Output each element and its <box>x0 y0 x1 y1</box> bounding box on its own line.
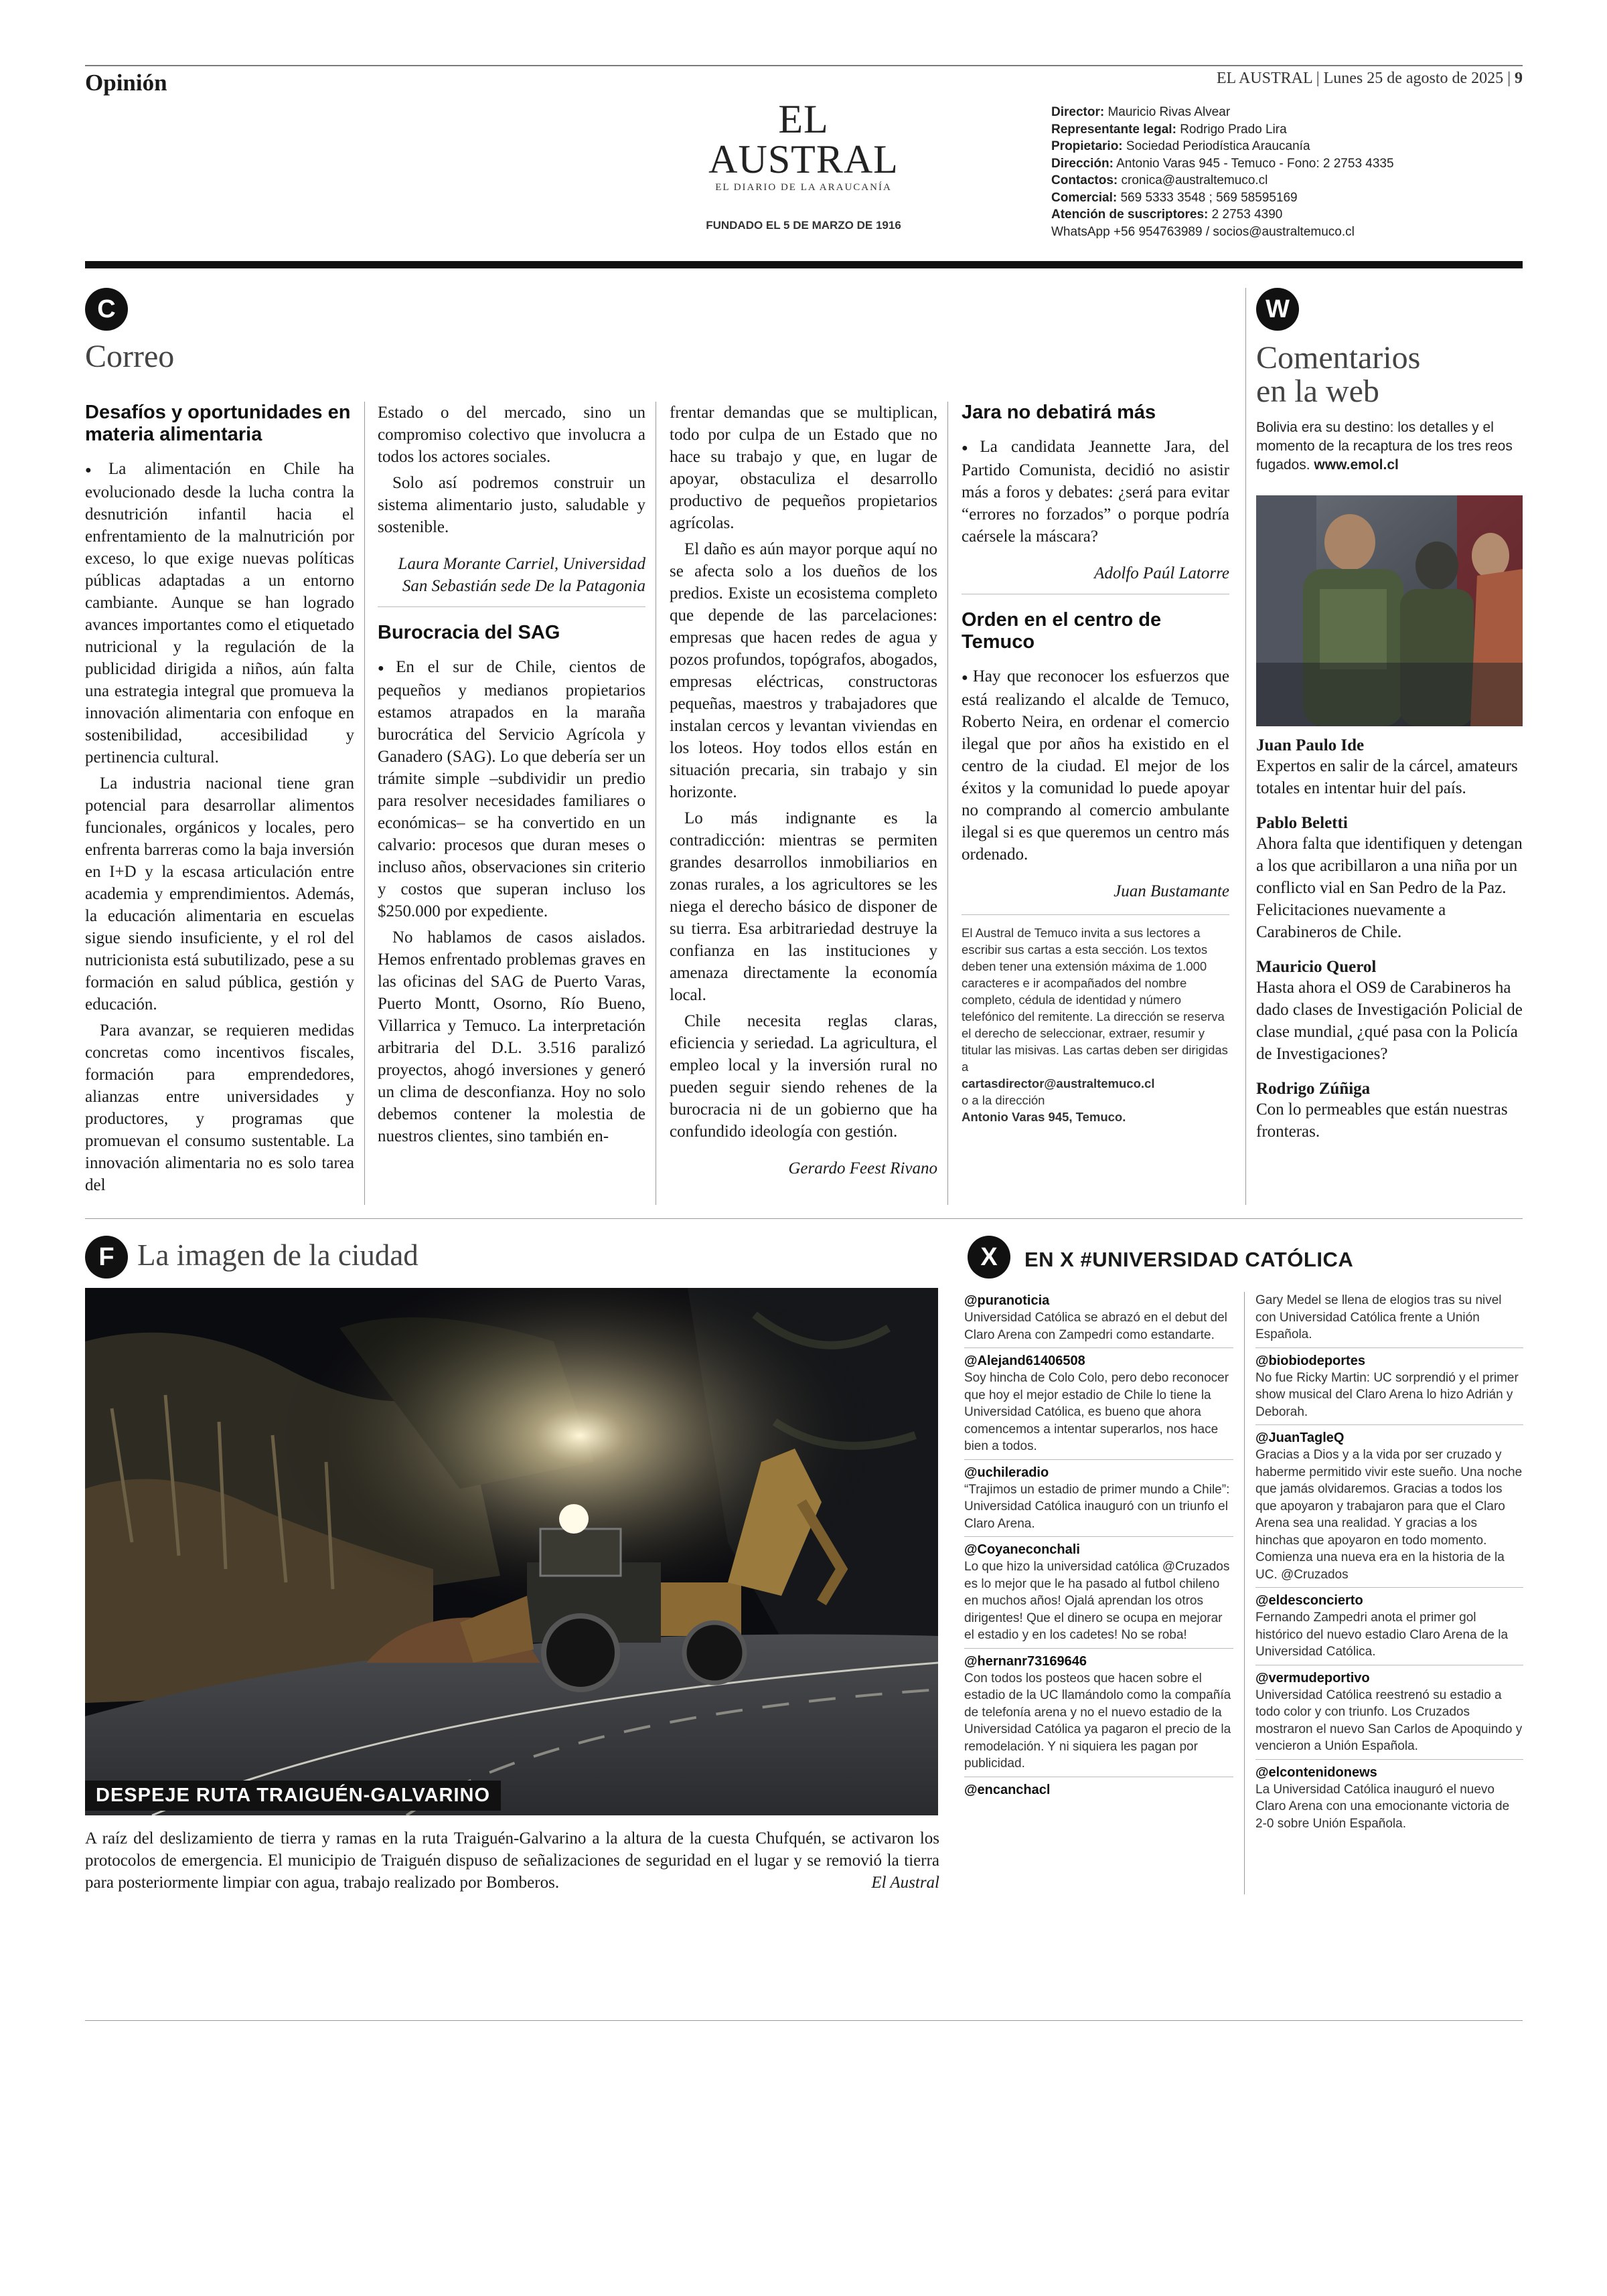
column-rule <box>364 402 365 1205</box>
web-comments <box>1256 736 1523 1143</box>
top-rule <box>85 65 1523 66</box>
masthead-tagline: EL DIARIO DE LA ARAUCANÍA <box>715 182 892 193</box>
tweet-divider <box>1255 1587 1523 1588</box>
letter2-paragraph: El daño es aún mayor porque aquí no se afecta solo a los dueños de los predios. Existe un ecosistema completo que depende de las parcelaciones: empresas que hacen redes de agua y pozos profundos, topógrafos, abogados, empresas eléctricas, constructoras pequeñas, maestros y trabajadores que instalan cercos y levantan viviendas en los loteos. Hoy todos ellos están en situación precaria, sin trabajo y sin horizonte. <box>670 540 937 801</box>
letter-column-1 <box>85 402 354 1200</box>
masthead-logo: EL AUSTRAL <box>708 97 899 181</box>
staff-box <box>1051 104 1394 240</box>
web-title-line2: en la web <box>1256 374 1379 410</box>
staff-label: Representante legal: <box>1051 122 1176 137</box>
city-photo-credit: El Austral <box>871 1874 939 1892</box>
tweet-text: Con todos los posteos que hacen sobre el estadio de la UC llamándolo como la compañía de telefonía arena y no el nuevo estadio de la Universidad Católica ya pagaron el precio de la remodelación. Y ni siquiera les pagan por publicidad. <box>964 1671 1231 1771</box>
letter-column-2 <box>378 402 645 1151</box>
letter2-paragraph: ● En el sur de Chile, cientos de pequeños y medianos propietarios estamos atrapados en la maraña burocrática del Servicio Agrícola y Ganadero (SAG). Lo que debería ser un trámite simple –subdividir un predio para resolver necesidades familiares o económicas– se ha convertido en un calvario: procesos que duran meses o incluso años, observaciones sin criterio y costos que superan incluso los $250.000 por expediente. <box>378 656 645 922</box>
staff-label: Dirección: <box>1051 156 1114 171</box>
dateline-paper: EL AUSTRAL <box>1216 70 1312 87</box>
letter1-paragraph: Para avanzar, se requieren medidas concretas como incentivos fiscales, formación para emprendedores, alianzas entre universidades y productores, y programas que promuevan el consumo sustentable. La innovación alimentaria no es solo tarea del <box>85 1021 354 1194</box>
staff-line <box>1051 104 1394 121</box>
column-rule <box>1244 1292 1245 1894</box>
staff-value: WhatsApp +56 954763989 / socios@australtemuco.cl <box>1051 224 1355 239</box>
tweet-handle[interactable]: @puranoticia <box>964 1293 1050 1308</box>
letter2-paragraph: Lo más indignante es la contradicción: mientras se permiten grandes desarrollos inmobiliarios en zonas rurales, a los agricultores se les niega el derecho básico de disponer de su tierra. Esa arbitrariedad destruye la confianza en las instituciones y amenaza directamente la economía local. <box>670 809 937 1004</box>
letter1-paragraph: Estado o del mercado, sino un compromiso colectivo que involucra a todos los actores sociales. <box>378 404 645 466</box>
staff-value: Mauricio Rivas Alvear <box>1107 105 1231 119</box>
tweet-text: Universidad Católica se abrazó en el debut del Claro Arena con Zampedri como estandarte. <box>964 1311 1227 1342</box>
tweet[interactable] <box>964 1653 1233 1773</box>
thick-rule <box>85 261 1523 268</box>
x-column-2 <box>1255 1292 1523 1832</box>
tweet-handle[interactable]: @eldesconcierto <box>1255 1593 1363 1608</box>
notice-divider <box>962 914 1229 915</box>
tweet-divider <box>964 1648 1233 1649</box>
tweet-divider <box>1255 1759 1523 1760</box>
x-column-1 <box>964 1292 1233 1799</box>
letter-divider <box>378 606 645 607</box>
tweet-handle[interactable]: @JuanTagleQ <box>1255 1430 1345 1445</box>
correo-badge: C <box>85 288 128 331</box>
web-intro <box>1256 418 1523 475</box>
tweet-handle[interactable]: @hernanr73169646 <box>964 1653 1087 1669</box>
staff-line <box>1051 121 1394 139</box>
staff-line <box>1051 206 1394 224</box>
staff-line <box>1051 155 1394 173</box>
tweet[interactable] <box>1255 1292 1523 1343</box>
comment-author: Juan Paulo Ide <box>1256 736 1365 754</box>
notice-address: Antonio Varas 945, Temuco. <box>962 1109 1126 1124</box>
staff-label: Director: <box>1051 105 1105 119</box>
x-title: EN X #UNIVERSIDAD CATÓLICA <box>1024 1248 1354 1271</box>
tweet-divider <box>964 1459 1233 1460</box>
tweet-text: Gary Medel se llena de elogios tras su nivel con Universidad Católica frente a Unión Española. <box>1255 1293 1502 1341</box>
web-title <box>1256 341 1420 409</box>
letter2-signature: Gerardo Feest Rivano <box>788 1159 937 1177</box>
city-badge: F <box>85 1236 128 1279</box>
tweet[interactable] <box>1255 1764 1523 1833</box>
staff-label: Contactos: <box>1051 173 1118 187</box>
tweet-handle[interactable]: @Alejand61406508 <box>964 1354 1085 1368</box>
staff-line <box>1051 189 1394 207</box>
tweet-divider <box>964 1347 1233 1348</box>
column-rule <box>1245 288 1246 1205</box>
letter2-headline: Burocracia del SAG <box>378 622 560 643</box>
tweet-handle[interactable]: @encanchacl <box>964 1782 1051 1797</box>
letter2-paragraph: No hablamos de casos aislados. Hemos enfrentado problemas graves en las oficinas del SAG de Puerto Varas, Puerto Montt, Osorno, Río Bueno, Villarrica y Temuco. La interpretación arbitraria del D.L. 3.516 paralizó proyectos, ahogó inversiones y generó un clima de desconfianza. Hoy no solo debemos contener la molestia de nuestros clientes, sino también en- <box>378 928 645 1145</box>
column-rule <box>947 402 948 1205</box>
letter1-signature: Laura Morante Carriel, Universidad San Sebastián sede De la Patagonia <box>398 555 645 595</box>
web-intro-site[interactable]: www.emol.cl <box>1314 457 1399 473</box>
tweet-text: Lo que hizo la universidad católica @Cruzados es lo mejor que le ha pasado al futbol chileno en muchos años! Ojalá aprendan los otros dirigentes! Que el dinero se ocupa en mejorar el estadio y en los cadetes! No se roba! <box>964 1560 1230 1642</box>
letter3-headline: Jara no debatirá más <box>962 402 1156 423</box>
tweet-divider <box>964 1536 1233 1537</box>
letter1-headline: Desafíos y oportunidades en materia alimentaria <box>85 402 351 445</box>
tweet[interactable] <box>1255 1592 1523 1661</box>
letter-column-4 <box>962 402 1229 1125</box>
tweet-text: Universidad Católica reestrenó su estadio a todo color y con triunfo. Los Cruzados mostraron el nuevo San Carlos de Apoquindo y vencieron a Unión Española. <box>1255 1688 1523 1753</box>
tweet-divider <box>1255 1347 1523 1348</box>
staff-line <box>1051 172 1394 189</box>
tweet[interactable] <box>964 1292 1233 1343</box>
letter2-paragraph: Chile necesita reglas claras, eficiencia y seriedad. La agricultura, el empleo local y la inversión rural no pueden seguir siendo rehenes de la burocracia ni de un gobierno que ha confundido ideología con gestión. <box>670 1012 937 1141</box>
tweet[interactable] <box>964 1541 1233 1644</box>
web-photo <box>1256 495 1523 726</box>
tweet-divider <box>1255 1424 1523 1425</box>
staff-label: Propietario: <box>1051 139 1123 153</box>
section-label: Opinión <box>85 70 167 96</box>
staff-value: Sociedad Periodística Araucanía <box>1126 139 1310 153</box>
correo-title: Correo <box>85 339 175 374</box>
tweet[interactable] <box>1255 1429 1523 1583</box>
staff-value: Antonio Varas 945 - Temuco - Fono: 2 2753 4335 <box>1116 156 1394 171</box>
police-photo-illustration <box>1256 495 1523 726</box>
night-road-illustration <box>85 1288 938 1815</box>
letter1-paragraph: ● La alimentación en Chile ha evolucionado desde la lucha contra la desnutrición infantil hacia el enfrentamiento de la malnutrición por exceso, lo que exige nuevas políticas públicas adaptadas a un entorno cambiante. Aunque se han logrado avances importantes como el etiquetado nutricional y la regulación de la publicidad dirigida a niños, aún falta una estrategia integral que promueva la innovación alimentaria con enfoque en sostenibilidad, accesibilidad y pertinencia cultural. <box>85 458 354 768</box>
tweet-handle[interactable]: @Coyaneconchali <box>964 1542 1080 1557</box>
tweet-text: Soy hincha de Colo Colo, pero debo reconocer que hoy el mejor estadio de Chile lo tiene la Universidad Católica, es bueno que ahora comencemos a intentar superarlos, nos hace bien a todos. <box>964 1371 1229 1453</box>
letter1-paragraph: La industria nacional tiene gran potencial para desarrollar alimentos funcionales, orgánicos y locales, pero enfrenta barreras como la baja inversión en I+D y la escasa articulación entre academia y emprendimientos. Además, la educación alimentaria en escuelas sigue siendo insuficiente, y el rol del nutricionista está subutilizado, pese a su formación en salud pública, gestión y educación. <box>85 774 354 1013</box>
tweet-text: Fernando Zampedri anota el primer gol histórico del nuevo estadio Claro Arena de la Universidad Católica. <box>1255 1611 1509 1659</box>
tweet[interactable] <box>1255 1669 1523 1755</box>
letter3-paragraph: ● La candidata Jeannette Jara, del Partido Comunista, decidió no asistir más a foros y debates: ¿será para evitar “errores no forzados” o porque podría caérsele la máscara? <box>962 436 1229 548</box>
tweet[interactable] <box>964 1352 1233 1455</box>
masthead <box>690 99 917 232</box>
staff-label: Atención de suscriptores: <box>1051 208 1209 222</box>
letters-notice <box>962 924 1229 1125</box>
staff-value: cronica@australtemuco.cl <box>1121 173 1268 187</box>
tweet[interactable] <box>964 1464 1233 1533</box>
x-badge: X <box>968 1236 1010 1279</box>
comment-text: Expertos en salir de la cárcel, amateurs totales en intentar huir del país. <box>1256 757 1518 797</box>
bottom-rule <box>85 2020 1523 2021</box>
comment-author: Rodrigo Zúñiga <box>1256 1080 1371 1098</box>
staff-value: 569 5333 3548 ; 569 58595169 <box>1120 190 1298 205</box>
tweet-text: “Trajimos un estadio de primer mundo a Chile”: Universidad Católica inauguró con un triunfo el Claro Arena. <box>964 1482 1230 1531</box>
tweet-handle[interactable]: @elcontenidonews <box>1255 1765 1377 1780</box>
staff-line <box>1051 224 1394 241</box>
letter1-paragraph: Solo así podremos construir un sistema alimentario justo, saludable y sostenible. <box>378 474 645 536</box>
masthead-founded: FUNDADO EL 5 DE MARZO DE 1916 <box>706 219 901 232</box>
letter3-signature: Adolfo Paúl Latorre <box>1094 564 1229 582</box>
comment-text: Hasta ahora el OS9 de Carabineros ha dado clases de Investigación Policial de clase mundial, ¿qué pasa con la Policía de Investigaciones? <box>1256 979 1523 1063</box>
city-photo-text <box>85 1827 939 1894</box>
city-title: La imagen de la ciudad <box>137 1238 418 1272</box>
comment-author: Pablo Beletti <box>1256 814 1348 832</box>
section-divider <box>85 1218 1523 1219</box>
comment-text: Ahora falta que identifiquen y detengan a los que acribillaron a una niña por un conflicto vial en San Pedro de la Paz. Felicitaciones nuevamente a Carabineros de Chile. <box>1256 835 1523 941</box>
dateline: EL AUSTRAL | Lunes 25 de agosto de 2025 | 9 <box>1216 70 1523 87</box>
web-intro-text: Bolivia era su destino: los detalles y el momento de la recaptura de los tres reos fugados. <box>1256 420 1513 473</box>
staff-value: Rodrigo Prado Lira <box>1180 122 1287 137</box>
tweet-text: La Universidad Católica inauguró el nuevo Claro Arena con una emocionante victoria de 2-0 sobre Unión Española. <box>1255 1782 1510 1831</box>
letter-column-3 <box>670 402 937 1187</box>
letter4-signature: Juan Bustamante <box>1114 882 1229 900</box>
photo-caption-bar: DESPEJE RUTA TRAIGUÉN-GALVARINO <box>85 1781 501 1811</box>
page-number: 9 <box>1515 70 1523 87</box>
city-caption-text: A raíz del deslizamiento de tierra y ramas en la ruta Traiguén-Galvarino a la altura de la cuesta Chufquén, se activaron los protocolos de emergencia. El municipio de Traiguén dispuso de señalizaciones de seguridad en el lugar y se removió la tierra para posteriormente limpiar con agua, trabajo realizado por Bomberos. <box>85 1829 939 1892</box>
notice-text: El Austral de Temuco invita a sus lectores a escribir sus cartas a esta sección. Los textos deben tener una extensión máxima de 1.000 caracteres e ir acompañados del nombre completo, cédula de identidad y número telefónico del remitente. La dirección se reserva el derecho de seleccionar, extraer, resumir y titular las misivas. Las cartas deben ser dirigidas a <box>962 925 1228 1074</box>
comment-author: Mauricio Querol <box>1256 958 1377 976</box>
tweet-handle[interactable]: @uchileradio <box>964 1465 1049 1480</box>
city-photo <box>85 1288 938 1815</box>
comment-text: Con lo permeables que están nuestras fronteras. <box>1256 1100 1508 1141</box>
tweet-handle[interactable]: @vermudeportivo <box>1255 1670 1370 1686</box>
staff-line <box>1051 138 1394 155</box>
tweet-text: Gracias a Dios y a la vida por ser cruzado y haberme permitido vivir este sueño. Una noche que jamás olvidaremos. Gracias a todos los que apoyaron y trabajaron para que el Claro Arena sea una realidad. Y gracias a los hinchas que apoyaron en todo momento. Comienza una nueva era en la historia de la UC. @Cruzados <box>1255 1448 1523 1582</box>
notice-email[interactable]: cartasdirector@australtemuco.cl <box>962 1076 1155 1090</box>
notice-or: o a la dirección <box>962 1092 1045 1107</box>
letter4-headline: Orden en el centro de Temuco <box>962 608 1162 653</box>
staff-label: Comercial: <box>1051 190 1118 205</box>
tweet-handle[interactable]: @biobiodeportes <box>1255 1353 1365 1368</box>
tweet[interactable] <box>964 1781 1233 1799</box>
dateline-date: Lunes 25 de agosto de 2025 <box>1323 70 1504 87</box>
letter2-paragraph: frentar demandas que se multiplican, todo por culpa de un Estado que no hace su trabajo y que, en lugar de apoyar, obstaculiza el desarrollo productivo de pequeños propietarios agrícolas. <box>670 404 937 532</box>
web-title-line1: Comentarios <box>1256 340 1421 376</box>
letter4-paragraph: ● Hay que reconocer los esfuerzos que está realizando el alcalde de Temuco, Roberto Neira, en ordenar el comercio ilegal que por años ha existido en el centro de la ciudad. El mejor de los éxitos y la comunidad lo puede apoyar no comprando al comercio ambulante ilegal si es que queremos un centro más ordenado. <box>962 665 1229 866</box>
tweet[interactable] <box>1255 1352 1523 1421</box>
tweet-text: No fue Ricky Martin: UC sorprendió y el primer show musical del Claro Arena lo hizo Adrián y Deborah. <box>1255 1370 1519 1419</box>
web-badge: W <box>1256 288 1299 331</box>
staff-value: 2 2753 4390 <box>1211 208 1283 222</box>
